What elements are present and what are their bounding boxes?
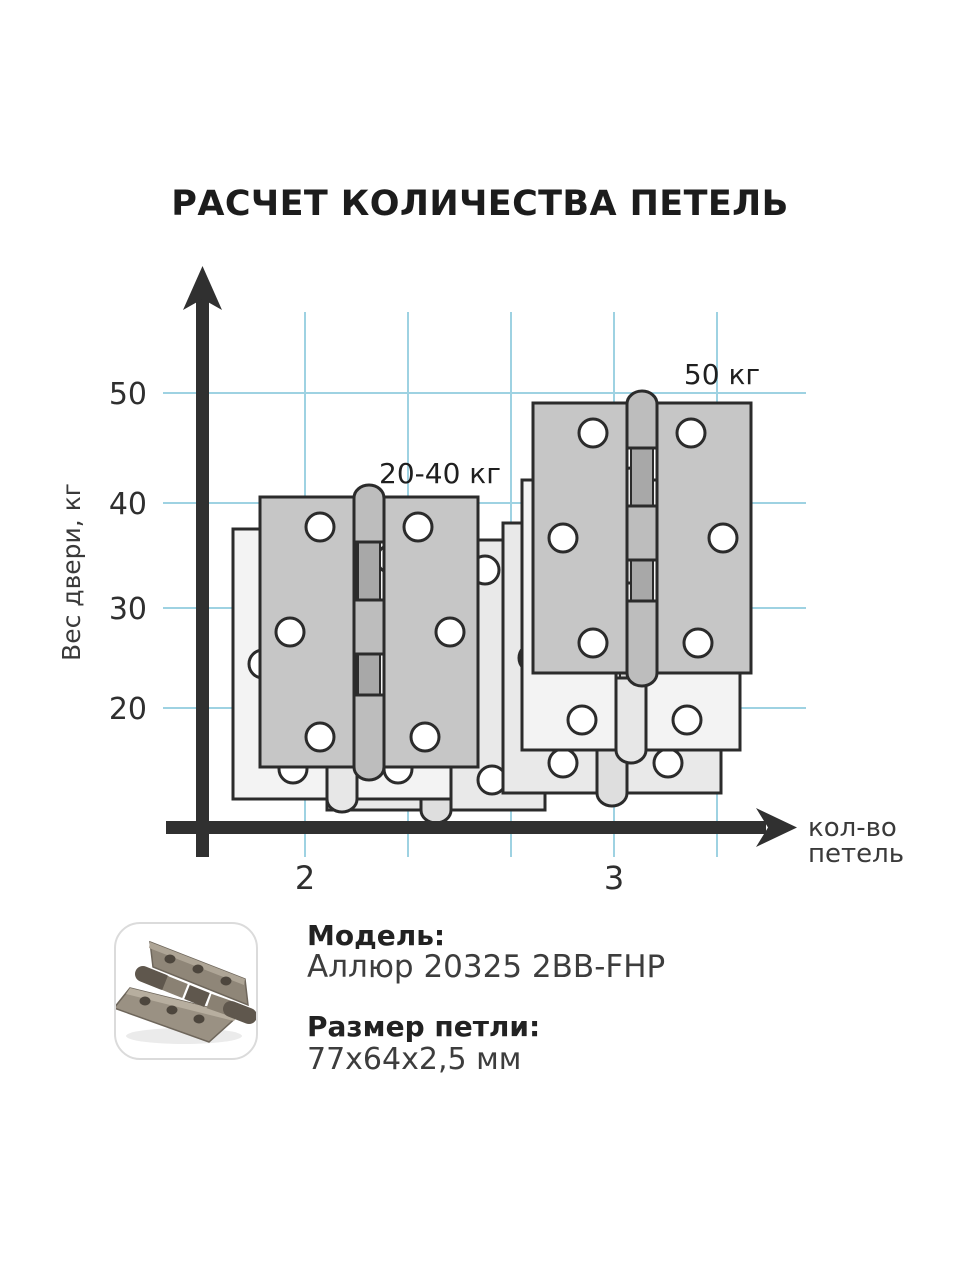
y-tick-20: 20 (108, 692, 147, 727)
hinge-size-label: Размер петли: (307, 1010, 541, 1043)
y-axis-label: Вес двери, кг (57, 483, 86, 661)
y-axis (183, 266, 222, 857)
y-tick-40: 40 (108, 487, 147, 522)
weight-annotation-3: 50 кг (683, 358, 761, 391)
x-tick-3: 3 (603, 859, 625, 897)
model-value: Аллюр 20325 2BB-FHP (307, 949, 666, 985)
hinge-front-icon (533, 391, 751, 686)
hinge-cluster-2 (233, 485, 545, 823)
y-tick-30: 30 (108, 592, 147, 627)
y-tick-50: 50 (108, 377, 147, 412)
x-axis-label-line2: петель (808, 839, 905, 869)
model-label: Модель: (307, 919, 446, 952)
hinge-size-value: 77х64х2,5 мм (307, 1042, 522, 1077)
hinge-photo (116, 924, 256, 1058)
hinge-front-icon (260, 485, 478, 780)
page-title: РАСЧЕТ КОЛИЧЕСТВА ПЕТЕЛЬ (171, 184, 789, 224)
hinge-count-chart (0, 240, 960, 920)
product-photo-card (114, 922, 258, 1060)
weight-annotation-2: 20-40 кг (379, 457, 501, 490)
x-axis-label-line1: кол-во (808, 813, 897, 843)
x-tick-2: 2 (294, 859, 316, 897)
hinge-cluster-3 (503, 391, 751, 806)
x-axis (166, 808, 797, 847)
